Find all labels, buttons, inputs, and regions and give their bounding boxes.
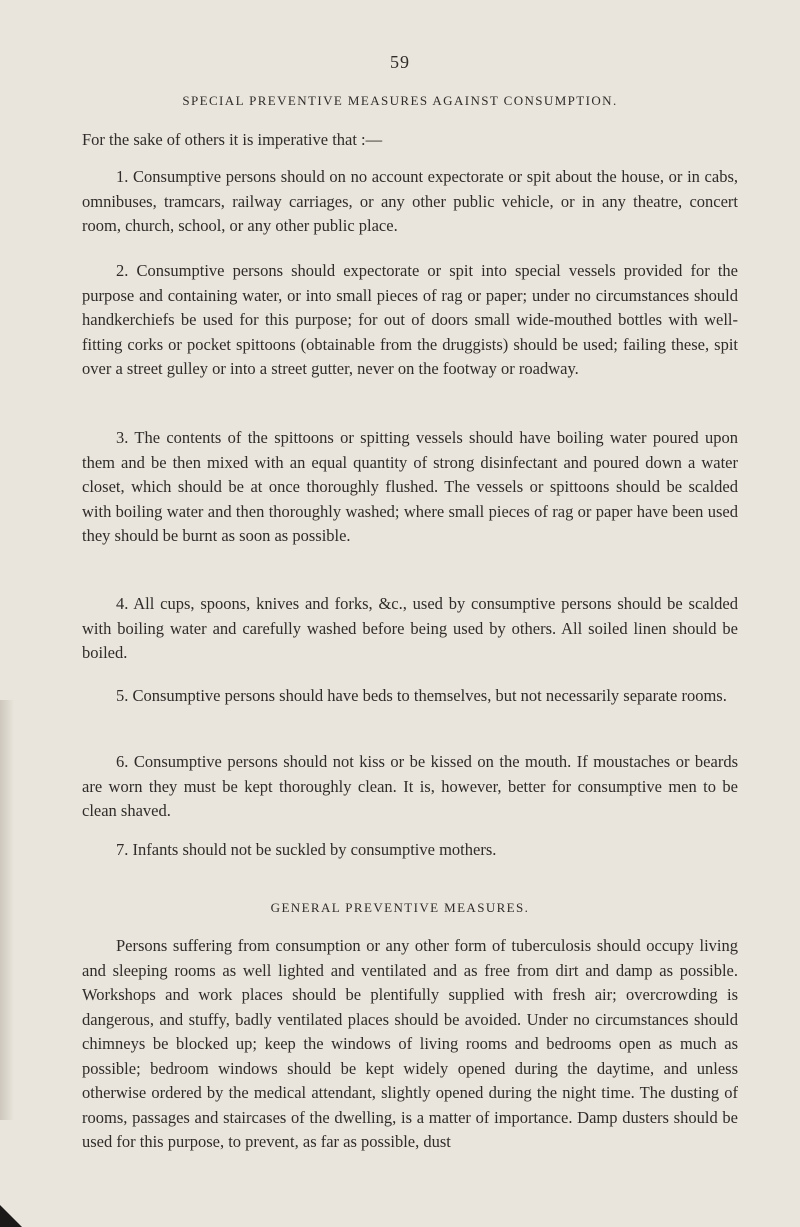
general-paragraph: Persons suffering from consumption or any other form of tuberculosis should occupy living and sleeping rooms as well lighted and ventilated and as free from dirt and damp as possible. Workshops and work places should be plentifully supplied with fresh air; overcrowding is dangerous, and stuffy, badly ventilated places should be avoided. Under no circumstances should chimneys be blocked up; keep the windows of living rooms and bedrooms open as much as possible; bedroom windows should be kept widely opened during the daytime, and unless otherwise ordered by the medical attendant, slightly opened during the night time. The dusting of rooms, passages and staircases of the dwelling, is a matter of importance. Damp dusters should be used for this purpose, to prevent, as far as possible, dust xyxy=(82,936,738,1151)
numbered-item: 5. Consumptive persons should have beds to themselves, but not necessarily separate rooms. xyxy=(116,686,727,705)
section-heading-general: GENERAL PREVENTIVE MEASURES. xyxy=(270,900,530,915)
corner-triangle-mark xyxy=(0,1205,22,1227)
numbered-item: 1. Consumptive persons should on no account expectorate or spit about the house, or in cabs, omnibuses, tramcars, railway carriages, or any other public vehicle, or in any theatre, concert room, church, school, or any other public place. xyxy=(82,167,738,235)
intro-line: For the sake of others it is imperative that :— xyxy=(82,130,383,149)
page-number: 59 xyxy=(390,52,410,72)
numbered-item: 4. All cups, spoons, knives and forks, &c., used by consumptive persons should be scalded with boiling water and carefully washed before being used by others. All soiled linen should be boiled. xyxy=(82,594,738,662)
numbered-item: 2. Consumptive persons should expectorate or spit into special vessels provided for the purpose and containing water, or into small pieces of rag or paper; under no circumstances should handkerchiefs be used for this purpose; for out of doors small wide-mouthed bottles with well-fitting corks or pocket spittoons (obtainable from the druggists) should be used; failing these, spit over a street gulley or into a street gutter, never on the footway or roadway. xyxy=(82,261,738,378)
numbered-item: 7. Infants should not be suckled by consumptive mothers. xyxy=(116,840,497,859)
section-heading-special: SPECIAL PREVENTIVE MEASURES AGAINST CONSUMPTION. xyxy=(182,93,618,108)
numbered-item: 6. Consumptive persons should not kiss or be kissed on the mouth. If moustaches or beards are worn they must be kept thoroughly clean. It is, however, better for consumptive men to be clean shaved. xyxy=(82,752,738,820)
numbered-item: 3. The contents of the spittoons or spitting vessels should have boiling water poured upon them and be then mixed with an equal quantity of strong disinfectant and poured down a water closet, which should be at once thoroughly flushed. The vessels or spittoons should be scalded with boiling water and then thoroughly washed; where small pieces of rag or paper have been used they should be burnt as soon as possible. xyxy=(82,428,738,545)
